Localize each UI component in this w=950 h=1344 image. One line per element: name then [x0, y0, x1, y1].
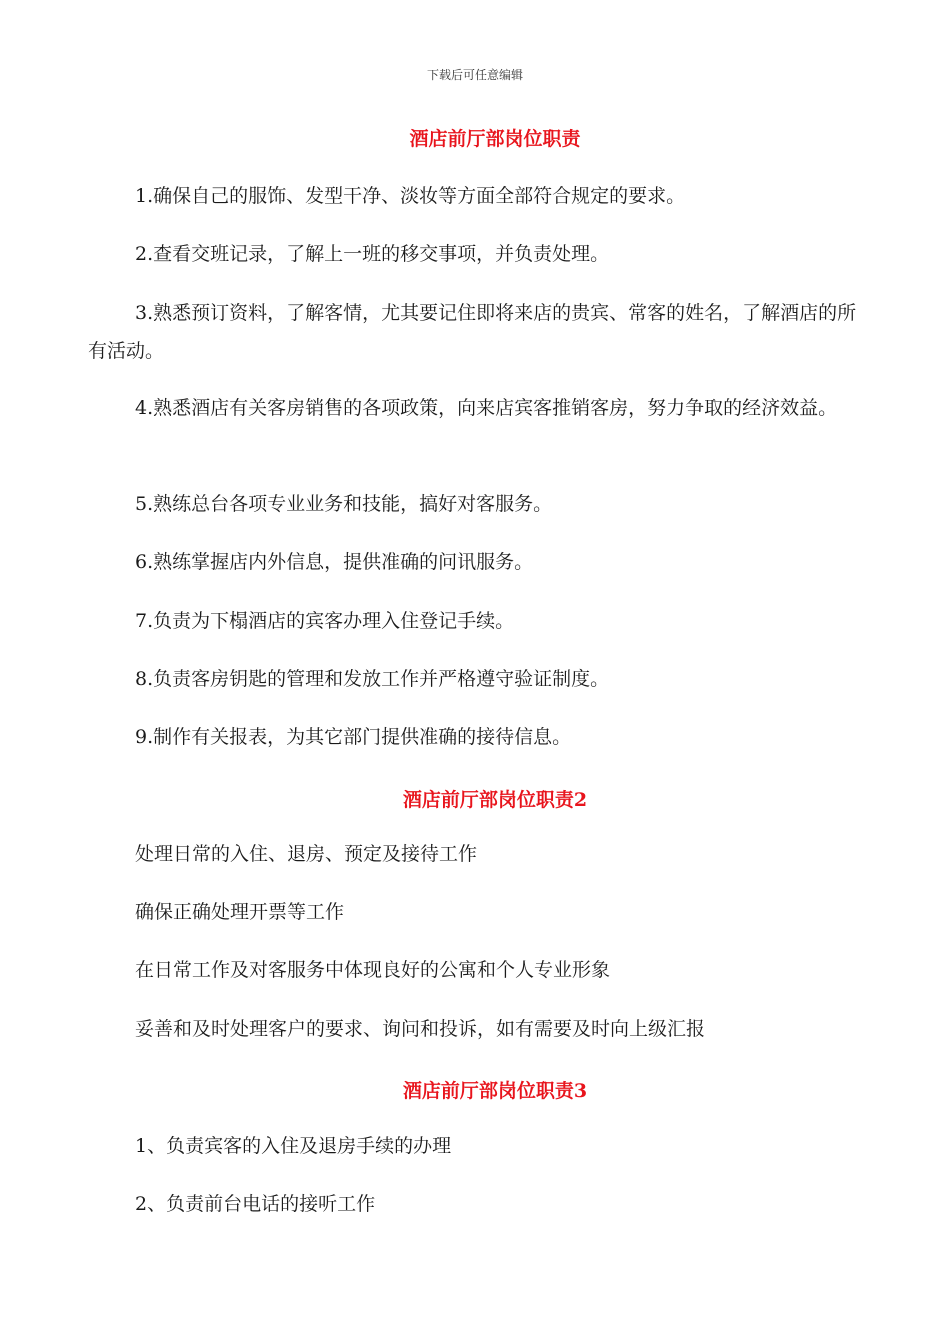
section1-item-3: 3.熟悉预订资料，了解客情，尤其要记住即将来店的贵宾、常客的姓名，了解酒店的所有活动。	[88, 302, 857, 362]
section2-item-1: 处理日常的入住、退房、预定及接待工作	[135, 843, 478, 865]
section1-item-4: 4.熟悉酒店有关客房销售的各项政策，向来店宾客推销客房，努力争取的经济效益。	[135, 397, 838, 419]
section1-item-5: 5.熟练总台各项专业业务和技能，搞好对客服务。	[135, 493, 553, 515]
section1-item-7: 7.负责为下榻酒店的宾客办理入住登记手续。	[135, 610, 515, 632]
section3-item-1: 1、负责宾客的入住及退房手续的办理	[135, 1135, 452, 1157]
section1-item-8: 8.负责客房钥匙的管理和发放工作并严格遵守验证制度。	[135, 668, 610, 690]
section2-item-3: 在日常工作及对客服务中体现良好的公寓和个人专业形象	[135, 959, 611, 981]
section1-item-9: 9.制作有关报表，为其它部门提供准确的接待信息。	[135, 726, 572, 748]
section-title-2: 酒店前厅部岗位职责2	[402, 789, 588, 811]
section2-item-2: 确保正确处理开票等工作	[135, 901, 345, 923]
section-title-1: 酒店前厅部岗位职责	[409, 128, 581, 150]
section1-item-6: 6.熟练掌握店内外信息，提供准确的问讯服务。	[135, 551, 534, 573]
section3-item-2: 2、负责前台电话的接听工作	[135, 1193, 376, 1215]
section-title-3: 酒店前厅部岗位职责3	[402, 1080, 588, 1102]
header-note: 下载后可任意编辑	[426, 68, 523, 82]
section1-item-2: 2.查看交班记录，了解上一班的移交事项，并负责处理。	[135, 243, 610, 265]
section2-item-4: 妥善和及时处理客户的要求、询问和投诉，如有需要及时向上级汇报	[135, 1018, 706, 1040]
section1-item-1: 1.确保自己的服饰、发型干净、淡妆等方面全部符合规定的要求。	[135, 185, 686, 207]
